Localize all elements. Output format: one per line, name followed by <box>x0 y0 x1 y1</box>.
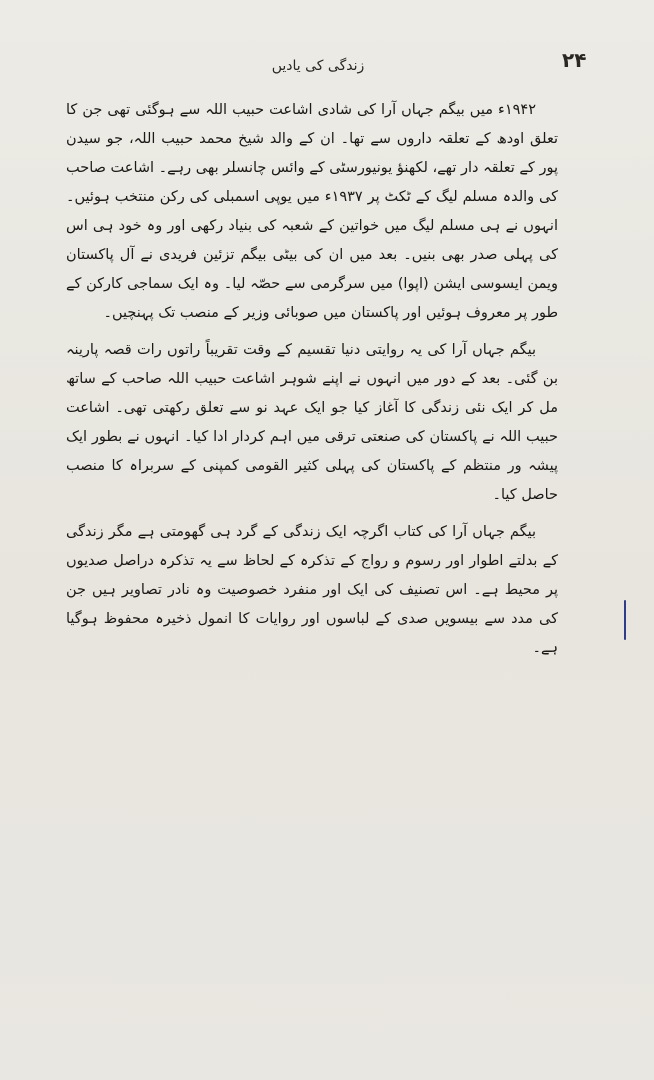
margin-pen-mark <box>624 600 626 640</box>
paragraph-book: بیگم جہاں آرا کی کتاب اگرچہ ایک زندگی کے گرد ہی گھومتی ہے مگر زندگی کے بدلتے اطوار اور رسوم و رواج کے تذکرہ کے لحاظ سے یہ تذکرہ دراصل صدیوں پر محیط ہے۔ اس تصنیف کی ایک اور منفرد خصوصیت وہ نادر تصاویر ہیں جن کی مدد سے بیسویں صدی کے لباسوں اور روایات کا انمول ذخیرہ محفوظ ہوگیا ہے۔ <box>66 524 558 656</box>
running-title: زندگی کی یادیں <box>271 58 365 74</box>
paragraph-marriage: ۱۹۴۲ء میں بیگم جہاں آرا کی شادی اشاعت حبیب اللہ سے ہوگئی تھی جن کا تعلق اودھ کے تعلقہ داروں سے تھا۔ ان کے والد شیخ محمد حبیب اللہ، جو سیدن پور کے تعلقہ دار تھے، لکھنؤ یونیورسٹی کے وائس چانسلر بھی رہے۔ اشاعت صاحب کی والدہ مسلم لیگ کے ٹکٹ پر ۱۹۳۷ء میں یوپی اسمبلی کی رکن منتخب ہوئیں۔ انہوں نے ہی مسلم لیگ میں خواتین کے شعبہ کی بنیاد رکھی اور وہ خود ہی اس کی پہلی صدر بھی بنیں۔ بعد میں ان کی بیٹی بیگم تزئین فریدی نے آل پاکستان ویمن ایسوسی ایشن (اپوا) میں سرگرمی سے حصّہ لیا۔ وہ ایک سماجی کارکن کے طور پر معروف ہوئیں اور پاکستان میں صوبائی وزیر کے منصب تک پہنچیں۔ <box>66 102 559 321</box>
page-number: ۲۴ <box>562 48 587 72</box>
paragraph-partition: بیگم جہاں آرا کی یہ روایتی دنیا تقسیم کے وقت تقریباً راتوں رات قصہ پارینہ بن گئی۔ بعد کے دور میں انہوں نے اپنے شوہر اشاعت حبیب اللہ صاحب کے ساتھ مل کر ایک نئی زندگی کا آغاز کیا جو ایک عہد نو سے تعلق رکھتی تھی۔ اشاعت حبیب اللہ نے پاکستان کی صنعتی ترقی میں اہم کردار ادا کیا۔ انہوں نے بطور ایک پیشہ ور منتظم کے پاکستان کی پہلی کثیر القومی کمپنی کے سربراہ کا منصب حاصل کیا۔ <box>66 342 558 503</box>
body-text <box>66 96 558 671</box>
